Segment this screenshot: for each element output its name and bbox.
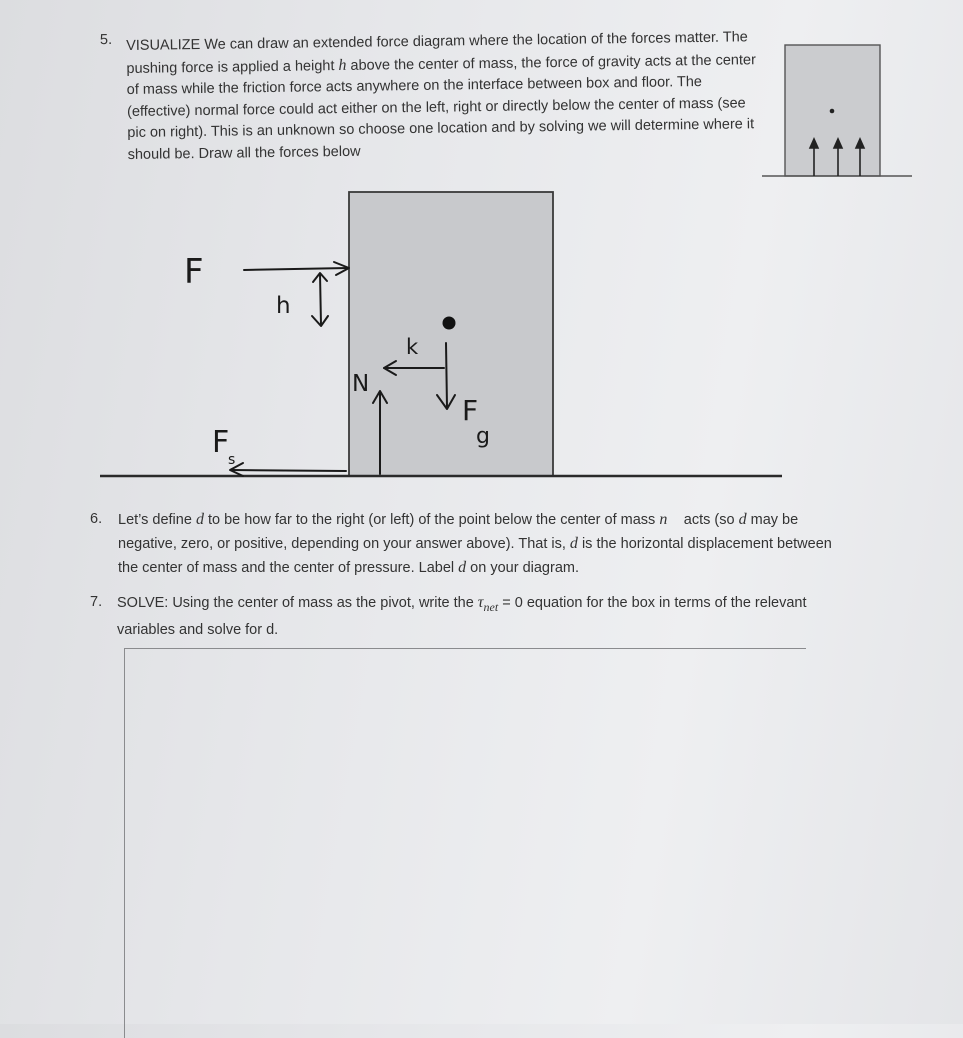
- friction-arrow: [232, 470, 346, 471]
- variable-n-vector: n⃗: [659, 511, 680, 528]
- question-6-number: 6.: [90, 511, 103, 527]
- question-6-text: Let’s define d to be how far to the right (or left) of the point below the center of mass n⃗ acts (so d may be negative, zero, or positive, depending on your answer above). That is, d is the horizontal displacement between the center of mass and the center of pressure. Label d on your diagram.: [118, 511, 832, 576]
- variable-d: d: [458, 559, 467, 576]
- reference-center-of-mass: [830, 109, 835, 114]
- question-5-number: 5.: [99, 31, 113, 49]
- handwritten-k: k: [406, 335, 419, 359]
- handwritten-N: N: [352, 371, 370, 397]
- reference-box-diagram: [762, 45, 912, 176]
- center-of-mass-dot: [443, 317, 456, 330]
- variable-d: d: [569, 535, 578, 552]
- variable-h: h: [338, 56, 347, 74]
- question-5-text: VISUALIZE We can draw an extended force diagram where the location of the forces matter. The pushing force is applied a height h above the center of mass, the force of gravity acts at the center of mass while the friction force acts anywhere on the interface between box and floor. The (effective) normal force could act either on the left, right or directly below the center of mass (see pic on right). This is an unknown so choose one location and by solving we will determine where it should be. Draw all the forces below: [126, 29, 756, 163]
- handwritten-g-subscript: g: [476, 424, 490, 449]
- handwritten-h: h: [276, 293, 291, 319]
- handwritten-Fs: F: [212, 425, 230, 460]
- tau-subscript: net: [483, 599, 499, 614]
- variable-d: d: [195, 511, 204, 528]
- handwritten-s-subscript: s: [228, 452, 236, 468]
- equation-zero: = 0: [498, 595, 523, 611]
- gravity-arrow: [446, 343, 447, 407]
- height-arrow: [320, 274, 321, 325]
- variable-d: d: [738, 511, 747, 528]
- tau-symbol: τ: [477, 594, 484, 611]
- handwritten-Fg: F: [462, 394, 479, 427]
- answer-box[interactable]: [124, 648, 806, 1038]
- question-7-number: 7.: [90, 594, 103, 610]
- question-7-text: SOLVE: Using the center of mass as the pivot, write the $\tau_{net} = 0$ equation for the box in terms of the relevant variables and solve for d.: [117, 594, 807, 638]
- handwritten-push-F: F: [184, 252, 204, 292]
- push-force-arrow: [244, 268, 348, 270]
- visualize-label: VISUALIZE: [126, 36, 201, 54]
